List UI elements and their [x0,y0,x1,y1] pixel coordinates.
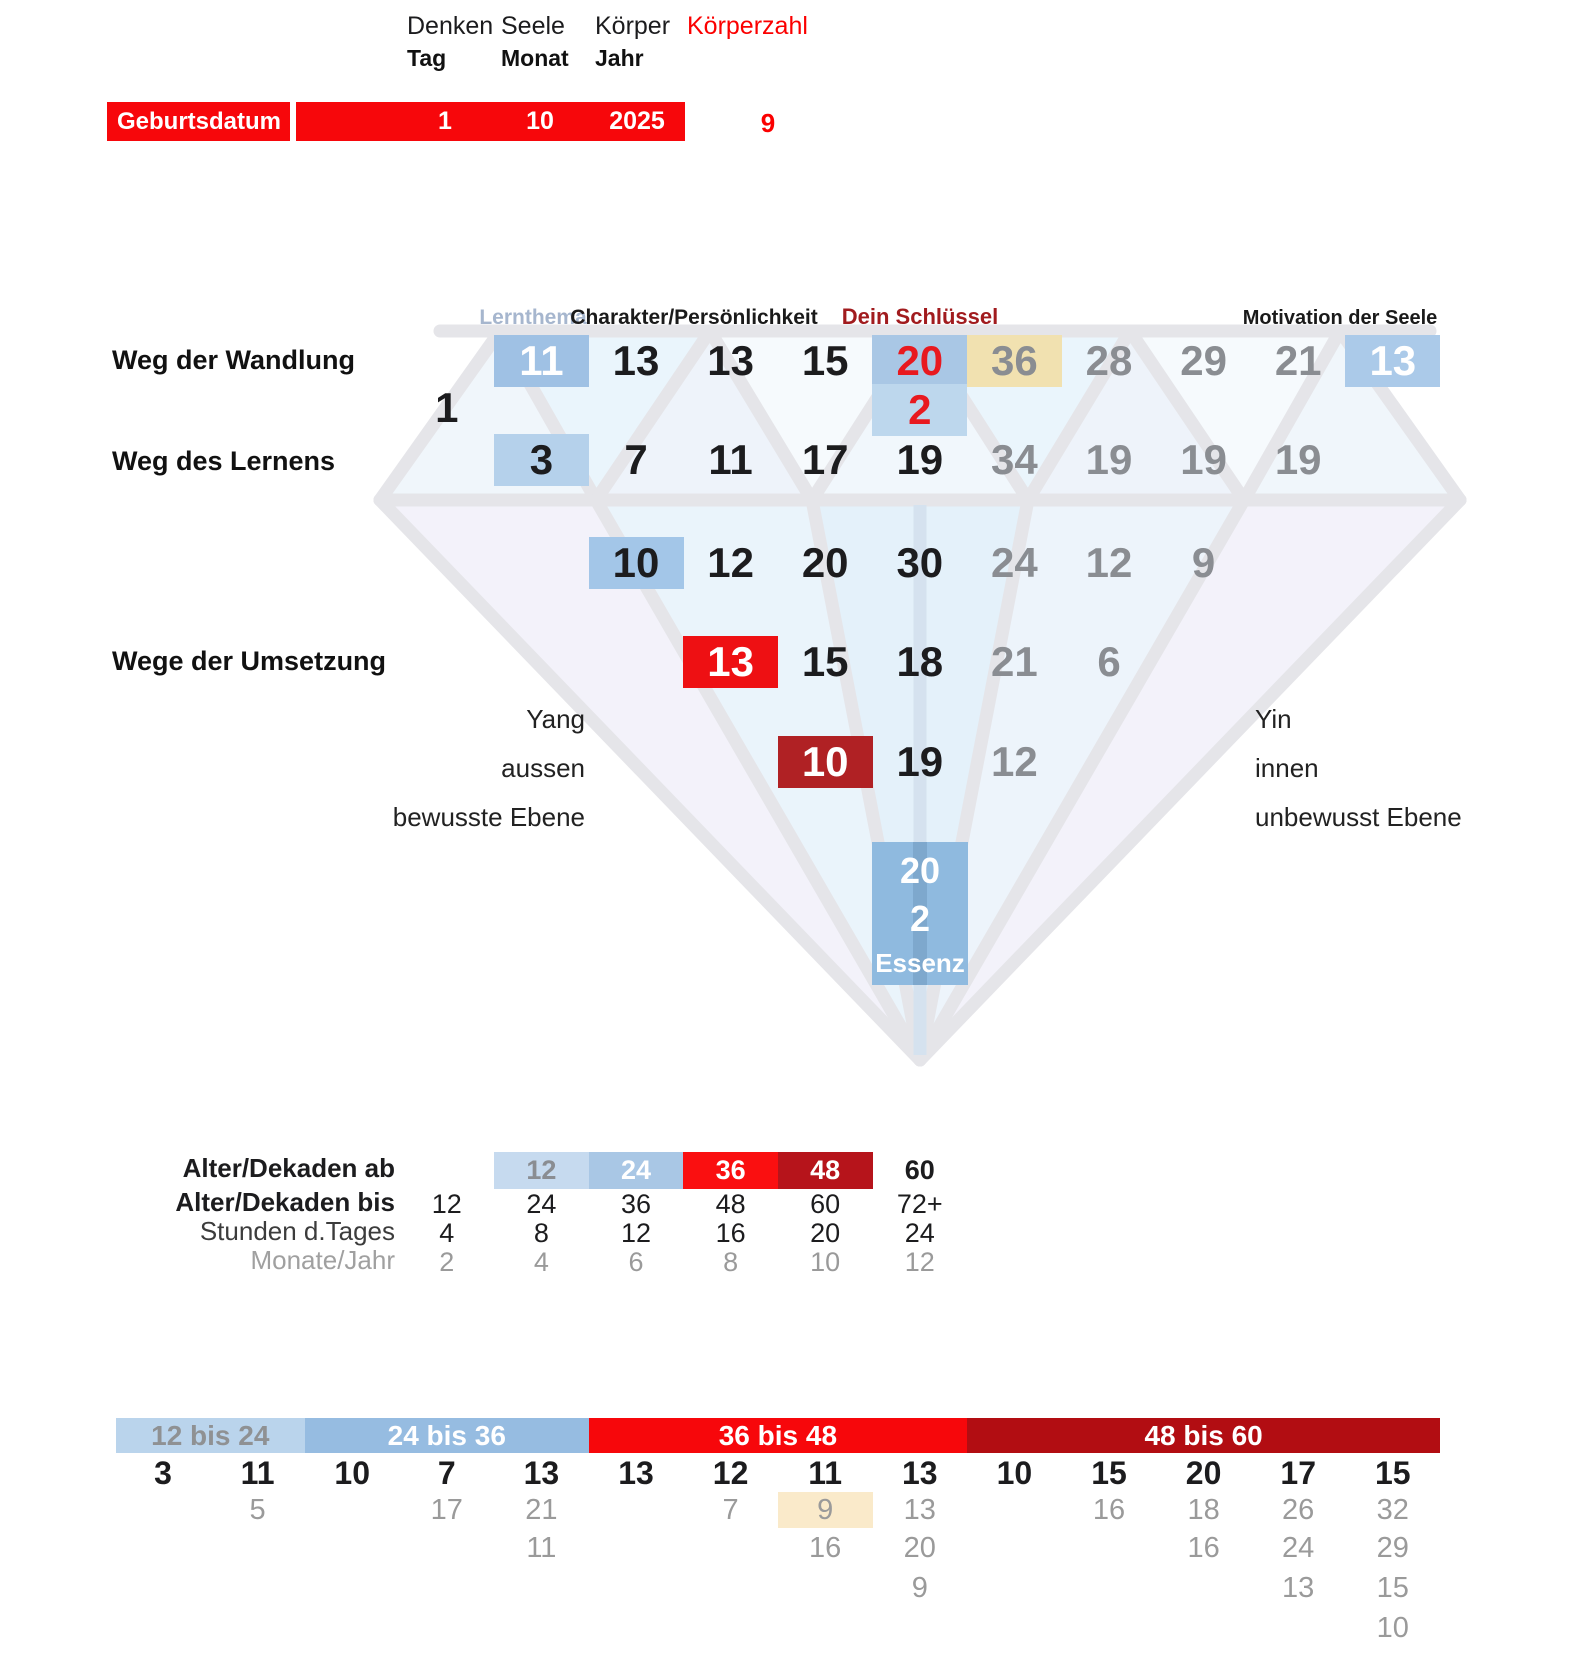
bottom-cell: 18 [1187,1494,1220,1526]
bottom-cell: 17 [1280,1455,1316,1491]
column-label-tag: Tag [407,45,447,71]
bottom-cell: 26 [1282,1494,1315,1526]
label-lernthema: Lernthema [479,306,587,329]
diamond-cell: 21 [991,638,1038,685]
bottom-cell: 10 [1376,1612,1409,1644]
bottom-cell: 15 [1091,1455,1127,1491]
label-yin: Yin [1255,704,1292,734]
diamond-cell: 12 [1085,539,1133,586]
label-wege-der-umsetzung: Wege der Umsetzung [112,646,387,676]
diamond-cell: 19 [1274,436,1322,483]
decade-cell: 72+ [896,1188,943,1219]
bottom-cell: 7 [722,1494,739,1526]
diamond-cell: 15 [801,638,849,685]
age-band: 12 bis 24 [116,1418,305,1453]
bottom-cell: 13 [902,1455,938,1491]
label-aussen: aussen [501,753,585,783]
bottom-cell: 13 [618,1455,654,1491]
label-dein-schluessel: Dein Schlüssel [841,304,999,329]
bottom-cell: 5 [249,1494,266,1526]
column-label-koerper: Körper [595,12,671,40]
decade-cell: 8 [533,1217,549,1248]
decade-cell: 60 [810,1188,841,1219]
bottom-cell: 32 [1376,1494,1409,1526]
diamond-cell: 19 [1180,436,1227,483]
diamond-cell: 19 [1085,436,1133,483]
diamond-cell: 13 [683,636,778,688]
decade-cell: 6 [628,1246,644,1277]
decade-cell: 4 [533,1246,549,1277]
bottom-cell: 13 [903,1494,936,1526]
decade-cell: 48 [778,1152,873,1189]
label-alter-dekaden-ab: Alter/Dekaden ab [182,1153,395,1183]
label-weg-des-lernens: Weg des Lernens [112,446,336,476]
diamond-cell: 19 [896,436,944,483]
decade-cell: 12 [494,1152,589,1189]
decade-cell: 10 [810,1246,841,1277]
bottom-cell: 9 [911,1572,928,1604]
label-charakter: Charakter/Persönlichkeit [570,306,818,329]
diamond-cell: 21 [1274,337,1322,384]
diamond-cell: 15 [801,337,849,384]
decade-cell: 16 [715,1217,746,1248]
birthdate-label-cell: Geburtsdatum [107,102,290,141]
birthdate-day[interactable]: 1 [438,107,452,135]
diamond-cell: 20 [801,539,849,586]
label-yang: Yang [526,704,585,734]
decade-cell: 8 [723,1246,739,1277]
bottom-cell: 11 [240,1455,275,1491]
bottom-cell: 10 [334,1455,370,1491]
age-band: 36 bis 48 [589,1418,967,1453]
column-label-monat: Monat [501,45,569,71]
diamond-cell: 11 [708,436,753,483]
label-innen: innen [1255,753,1319,783]
diamond-cell: 19 [896,738,944,785]
diamond-cell: 30 [896,539,944,586]
diamond-cell: 34 [991,436,1038,483]
decade-cell: 12 [431,1188,462,1219]
diamond-cell: 29 [1180,337,1227,384]
diamond-cell: 12 [707,539,754,586]
label-motivation-der-seele: Motivation der Seele [1242,307,1438,329]
label-monate-jahr: Monate/Jahr [250,1245,395,1275]
diamond-cell: 12 [991,738,1038,785]
decade-cell: 60 [904,1154,935,1185]
birthdate-year[interactable]: 2025 [609,107,665,135]
label-stunden-d-tages: Stunden d.Tages [199,1216,395,1246]
bottom-cell: 12 [712,1455,749,1491]
diamond-cell: 7 [624,436,648,483]
label-weg-der-wandlung: Weg der Wandlung [112,345,355,375]
diamond-cell: 6 [1097,638,1121,685]
diamond-cell: 2 [872,384,967,436]
bottom-cell: 3 [154,1455,172,1491]
bottom-cell: 7 [437,1455,456,1491]
diamond-cell: 13 [612,337,660,384]
decade-cell: 36 [620,1188,652,1219]
bottom-cell: 13 [523,1455,560,1491]
diamond-cell: 10 [589,537,684,589]
diamond-cell: 11 [494,335,589,387]
birthdate-month[interactable]: 10 [526,107,554,135]
decade-cell: 36 [683,1152,778,1189]
bottom-cell: 24 [1282,1532,1315,1564]
diamond-cell: 13 [707,337,754,384]
essenz-label: Essenz [875,948,965,978]
koerperzahl-value: 9 [760,108,776,138]
decade-cell: 12 [904,1246,935,1277]
column-label-denken: Denken [407,12,494,40]
label-bewusste-ebene: bewusste Ebene [392,802,585,832]
label-unbewusst-ebene: unbewusst Ebene [1255,802,1462,832]
diamond-cell: 20 [872,335,967,387]
essenz-value-1: 20 [899,850,941,891]
essenz-box [872,842,968,985]
bottom-cell: 20 [903,1532,936,1564]
diamond-cell: 3 [494,434,589,486]
decade-cell: 48 [715,1188,746,1219]
decade-cell: 24 [589,1152,684,1189]
bottom-cell: 11 [808,1455,843,1491]
column-label-koerperzahl: Körperzahl [687,12,808,40]
bottom-cell: 13 [1282,1572,1315,1604]
column-label-jahr: Jahr [595,45,644,71]
bottom-cell: 15 [1376,1572,1409,1604]
column-label-seele: Seele [501,12,565,40]
diamond-cell: 36 [967,335,1062,387]
diamond-cell: 18 [896,638,944,685]
bottom-cell: 16 [1187,1532,1220,1564]
bottom-cell: 11 [526,1532,557,1564]
diamond-cell: 28 [1085,337,1133,384]
decade-cell: 24 [526,1188,557,1219]
bottom-cell: 10 [996,1455,1033,1491]
decade-cell: 2 [439,1246,455,1277]
bottom-cell: 20 [1185,1455,1222,1491]
decade-cell: 24 [904,1217,935,1248]
diamond-cell: 13 [1345,335,1440,387]
decade-cell: 20 [810,1217,841,1248]
bottom-cell: 29 [1376,1532,1409,1564]
diamond-cell: 17 [801,436,849,483]
diamond-cell: 24 [991,539,1038,586]
essenz-value-2: 2 [909,898,931,939]
age-band: 24 bis 36 [305,1418,589,1453]
diamond-cell: 10 [778,736,873,788]
age-band: 48 bis 60 [967,1418,1440,1453]
label-alter-dekaden-bis: Alter/Dekaden bis [175,1187,395,1217]
decade-cell: 4 [439,1217,455,1248]
bottom-cell: 16 [809,1532,842,1564]
bottom-cell: 17 [430,1494,463,1526]
bottom-cell: 21 [525,1494,558,1526]
diamond-cell: 9 [1191,539,1216,586]
bottom-cell: 15 [1375,1455,1411,1491]
decade-cell: 12 [620,1217,652,1248]
diamond-cell: 1 [435,384,459,431]
bottom-cell: 16 [1092,1494,1126,1526]
bottom-cell: 9 [778,1492,873,1528]
